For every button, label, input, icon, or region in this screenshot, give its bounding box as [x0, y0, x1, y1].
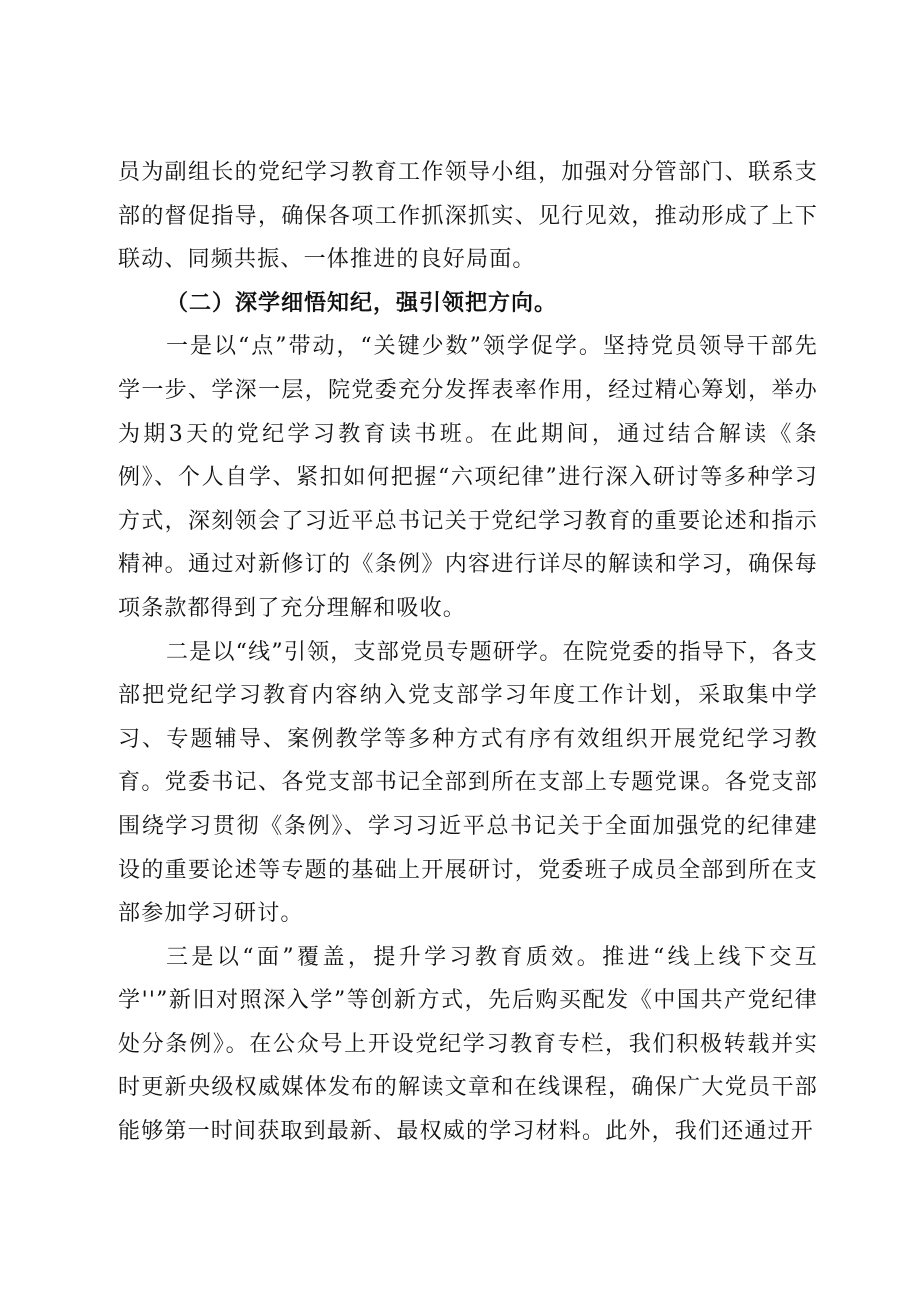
document-body [118, 151, 818, 1154]
paragraph-line: 二是以“线”引领，支部党员专题研学。在院党委的指导下，各支部把党纪学习教育内容纳入党支部学习年度工作计划，采取集中学习、专题辅导、案例教学等多种方式有序有效组织开展党纪学习教育。党委书记、各党支部书记全部到所在支部上专题党课。各党支部围绕学习贯彻《条例》、学习习近平总书记关于全面加强党的纪律建设的重要论述等专题的基础上开展研讨，党委班子成员全部到所在支部参加学习研讨。 [118, 639, 818, 927]
paragraph-surface: 三是以“面”覆盖，提升学习教育质效。推进“线上线下交互学''”新旧对照深入学”等创新方式，先后购买配发《中国共产党纪律处分条例》。在公众号上开设党纪学习教育专栏，我们积极转载并实时更新央级权威媒体发布的解读文章和在线课程，确保广大党员干部能够第一时间获取到最新、最权威的学习材料。此外，我们还通过开 [118, 944, 818, 1145]
section-heading: （二）深学细悟知纪，强引领把方向。 [166, 290, 558, 316]
paragraph-continued: 员为副组长的党纪学习教育工作领导小组，加强对分管部门、联系支部的督促指导，确保各项工作抓深抓实、见行见效，推动形成了上下联动、同频共振、一体推进的良好局面。 [118, 160, 818, 273]
paragraph-point: 一是以“点”带动，“关键少数”领学促学。坚持党员领导干部先学一步、学深一层，院党委充分发挥表率作用，经过精心筹划，举办为期3天的党纪学习教育读书班。在此期间，通过结合解读《条例》、个人自学、紧扣如何把握“六项纪律”进行深入研讨等多种学习方式，深刻领会了习近平总书记关于党纪学习教育的重要论述和指示精神。通过对新修订的《条例》内容进行详尽的解读和学习，确保每项条款都得到了充分理解和吸收。 [118, 334, 818, 621]
